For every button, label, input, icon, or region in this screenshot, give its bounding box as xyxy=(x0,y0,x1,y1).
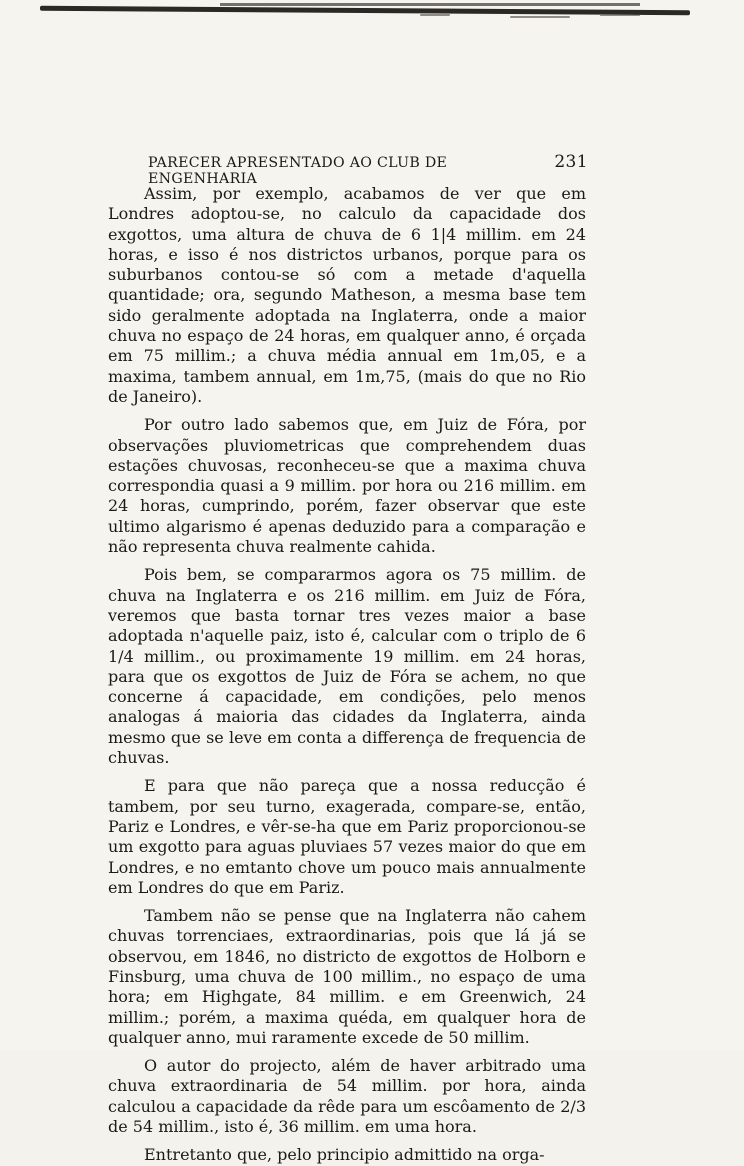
scan-edge-artifact xyxy=(40,2,744,24)
paragraph: O autor do projecto, além de haver arbitrado uma chuva extraordinaria de 54 millim. por hora, ainda calculou a capacidade da rêde para um escôamento de 2/3 de 54 millim., isto é, 36 millim. em uma hora. xyxy=(108,1056,586,1137)
page-number: 231 xyxy=(554,152,588,172)
paragraph: Pois bem, se compararmos agora os 75 millim. de chuva na Inglaterra e os 216 millim. em Juiz de Fóra, veremos que basta tornar tres vezes maior a base adoptada n'aquelle paiz, isto é, calcular com o triplo de 6 1/4 millim., ou proximamente 19 millim. em 24 horas, para que os exgottos de Juiz de Fóra se achem, no que concerne á capacidade, em condições, pelo menos analogas á maioria das cidades da Inglaterra, ainda mesmo que se leve em conta a differença de frequencia de chuvas. xyxy=(108,565,586,768)
paragraph: Tambem não se pense que na Inglaterra não cahem chuvas torrenciaes, extraordinarias, pois que lá já se observou, em 1846, no districto de exgottos de Holborn e Finsburg, uma chuva de 100 millim., no espaço de uma hora; em Highgate, 84 millim. e em Greenwich, 24 millim.; porém, a maxima quéda, em qualquer hora de qualquer anno, mui raramente excede de 50 millim. xyxy=(108,906,586,1047)
running-head xyxy=(148,152,588,187)
body-text xyxy=(108,184,586,1166)
paragraph: E para que não pareça que a nossa reducção é tambem, por seu turno, exagerada, compare-se, então, Pariz e Londres, e vêr-se-ha que em Pariz proporcionou-se um exgotto para aguas pluviaes 57 vezes maior do que em Londres, e no emtanto chove um pouco mais annualmente em Londres do que em Pariz. xyxy=(108,776,586,897)
paragraph: Entretanto que, pelo principio admittido na orga- xyxy=(144,1145,545,1165)
paragraph: Assim, por exemplo, acabamos de ver que em Londres adoptou-se, no calculo da capacidade dos exgottos, uma altura de chuva de 6 1|4 millim. em 24 horas, e isso é nos districtos urbanos, porque para os suburbanos contou-se só com a metade d'aquella quantidade; ora, segundo Matheson, a mesma base tem sido geralmente adoptada na Inglaterra, onde a maior chuva no espaço de 24 horas, em qualquer anno, é orçada em 75 millim.; a chuva média annual em 1m,05, e a maxima, tambem annual, em 1m,75, (mais do que no Rio de Janeiro). xyxy=(108,184,586,406)
running-head-title: PARECER APRESENTADO AO CLUB DE ENGENHARIA xyxy=(148,155,448,187)
paragraph: Por outro lado sabemos que, em Juiz de Fóra, por observações pluviometricas que comprehendem duas estações chuvosas, reconheceu-se que a maxima chuva correspondia quasi a 9 millim. por hora ou 216 millim. em 24 horas, cumprindo, porém, fazer observar que este ultimo algarismo é apenas deduzido para a comparação e não representa chuva realmente cahida. xyxy=(108,415,586,557)
